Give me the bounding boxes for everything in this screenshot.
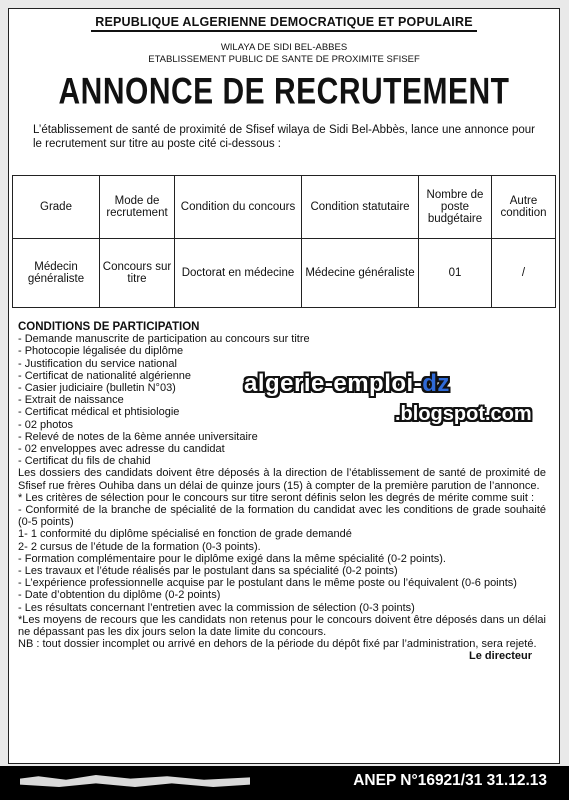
table-cell: 01 <box>419 239 492 308</box>
list-item: - 02 enveloppes avec adresse du candidat <box>18 443 225 456</box>
signature: Le directeur <box>469 650 532 663</box>
watermark-accent-text: dz <box>422 370 450 397</box>
appeal-paragraph: *Les moyens de recours que les candidats non retenus pour le concours doivent être déposés dans un délai ne dépassant pas les dix jours selon la date limite du concours. <box>18 613 546 639</box>
table-header-cell: Grade <box>13 176 100 239</box>
footer-bar <box>0 766 569 800</box>
redacted-text <box>20 775 250 787</box>
establishment-line: ETABLISSEMENT PUBLIC DE SANTE DE PROXIMITE SFISEF <box>148 54 420 65</box>
criteria-item: - Date d’obtention du diplôme (0-2 points) <box>18 589 221 602</box>
list-item: - Certificat du fils de chahid <box>18 455 151 468</box>
conditions-heading: CONDITIONS DE PARTICIPATION <box>18 321 200 333</box>
table-header-row <box>13 176 556 239</box>
criteria-item: - Les travaux et l’étude réalisés par le postulant dans sa spécialité (0-2 points) <box>18 565 398 578</box>
list-item: - 02 photos <box>18 418 74 431</box>
list-item: - Photocopie légalisée du diplôme <box>18 345 184 358</box>
table-header-cell: Condition statutaire <box>302 176 419 239</box>
watermark-text: algerie-emploi- <box>244 370 423 397</box>
watermark-logo <box>244 370 450 398</box>
table-cell: Concours sur titre <box>100 239 175 308</box>
criteria-item: 1- 1 conformité du diplôme spécialisé en fonction de grade demandé <box>18 528 352 541</box>
list-item: - Certificat médical et phtisiologie <box>18 406 180 419</box>
table-cell: Doctorat en médecine <box>175 239 302 308</box>
watermark-domain: .blogspot.com <box>395 403 532 425</box>
criteria-item: - Formation complémentaire pour le diplôme exigé dans la même spécialité (0-2 points). <box>18 552 446 565</box>
criteria-item: - Les résultats concernant l’entretien avec la commission de sélection (0-3 points) <box>18 601 415 614</box>
page-title: ANNONCE DE RECRUTEMENT <box>58 71 510 113</box>
table-cell: / <box>492 239 556 308</box>
anep-reference: ANEP N°16921/31 31.12.13 <box>353 772 547 789</box>
criteria-intro: * Les critères de sélection pour le concours sur titre seront définis selon les degrés de mérite comme suit : <box>18 491 535 504</box>
header <box>9 9 559 111</box>
list-item: - Demande manuscrite de participation au concours sur titre <box>18 333 310 346</box>
republic-heading: REPUBLIQUE ALGERIENNE DEMOCRATIQUE ET POPULAIRE <box>91 15 476 32</box>
list-item: - Justification du service national <box>18 357 177 370</box>
list-item: - Certificat de nationalité algérienne <box>18 369 192 382</box>
wilaya-line: WILAYA DE SIDI BEL-ABBES <box>220 42 348 53</box>
intro-paragraph: L’établissement de santé de proximité de Sfisef wilaya de Sidi Bel-Abbès, lance une annonce pour le recrutement sur titre au poste cité ci-dessous : <box>33 124 535 150</box>
list-item: - Casier judiciaire (bulletin N°03) <box>18 382 176 395</box>
table-row <box>13 239 556 308</box>
table-header-cell: Nombre de poste budgétaire <box>419 176 492 239</box>
recruitment-table <box>12 175 556 308</box>
deposit-paragraph: Les dossiers des candidats doivent être déposés à la direction de l’établissement de santé de proximité de Sfisef rue frères Ouhiba dans un délai de quinze jours (15) à compter de la première parution de l’annonce. <box>18 467 546 492</box>
note-paragraph: NB : tout dossier incomplet ou arrivé en dehors de la période du dépôt fixé par l’administration, sera rejeté. <box>18 638 537 651</box>
table-header-cell: Autre condition <box>492 176 556 239</box>
table-header-cell: Mode de recrutement <box>100 176 175 239</box>
table-cell: Médecine généraliste <box>302 239 419 308</box>
table-header-cell: Condition du concours <box>175 176 302 239</box>
table-cell: Médecin généraliste <box>13 239 100 308</box>
criteria-item: 2- 2 cursus de l’étude de la formation (0-3 points). <box>18 540 261 553</box>
list-item: - Relevé de notes de la 6ème année universitaire <box>18 430 258 443</box>
criteria-item: - Conformité de la branche de spécialité de la formation du candidat avec les conditions de grade souhaité (0-5 points) <box>18 504 546 529</box>
criteria-item: - L’expérience professionnelle acquise par le postulant dans le même poste ou l’équivalent (0-6 points) <box>18 577 517 590</box>
list-item: - Extrait de naissance <box>18 394 124 407</box>
